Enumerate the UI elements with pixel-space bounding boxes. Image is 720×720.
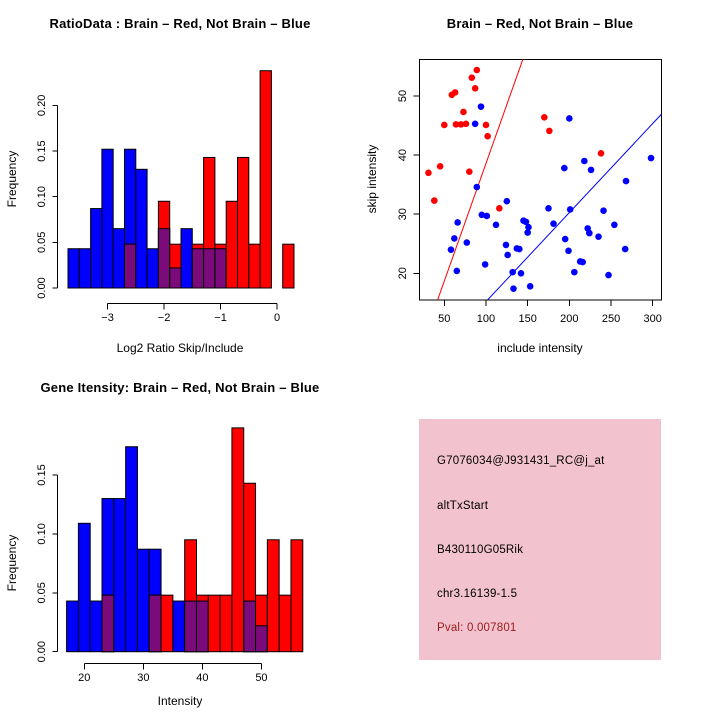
tick-label: 300 [643, 313, 662, 325]
point-blue [482, 261, 489, 268]
locus-text: chr3.16139-1.5 [437, 588, 518, 600]
gene-symbol-text: B430110G05Rik [437, 544, 524, 556]
point-red [469, 74, 476, 81]
tick-label: 30 [397, 208, 409, 221]
bar-overlap [185, 601, 197, 652]
point-red [463, 120, 470, 127]
point-blue [562, 236, 569, 243]
bar-not-brain [147, 249, 158, 288]
panel-gene-histogram [0, 360, 360, 720]
scatter-y-axis-label: skip intensity [365, 144, 379, 214]
point-red [425, 170, 432, 177]
tick-label: 250 [601, 313, 621, 325]
bar-not-brain [136, 169, 147, 288]
bar-overlap [256, 626, 268, 652]
histogram-bars [67, 428, 303, 652]
tick-label: −2 [157, 312, 171, 324]
gene-histogram-title: Gene Itensity: Brain – Red, Not Brain – Blue [40, 380, 320, 395]
data-points [425, 67, 654, 292]
tick-label: 0.15 [36, 464, 48, 486]
panel-info-box [360, 360, 720, 720]
ratio-histogram-x-axis-label: Log2 Ratio Skip/Include [116, 341, 244, 355]
bar-not-brain [173, 601, 185, 652]
gene-histogram-y-axis-label: Frequency [5, 534, 19, 592]
tick-label: 20 [78, 672, 91, 684]
point-red [460, 109, 467, 116]
bar-overlap [149, 595, 161, 652]
ratio-histogram-title: RatioData : Brain – Red, Not Brain – Blue [49, 16, 311, 31]
point-red [541, 114, 548, 121]
scatter-title: Brain – Red, Not Brain – Blue [446, 16, 634, 31]
point-red [546, 128, 553, 135]
tick-label: 0.05 [36, 231, 48, 254]
point-blue [600, 207, 607, 214]
panel-ratio-histogram [0, 0, 360, 360]
tick-label: 0.15 [36, 140, 48, 162]
point-red [483, 122, 490, 129]
point-blue [454, 219, 461, 226]
bar-not-brain [90, 601, 102, 652]
point-blue [611, 222, 618, 229]
bar-not-brain [91, 209, 102, 288]
point-blue [516, 246, 523, 253]
tick-label: 50 [438, 313, 451, 325]
tick-label: 0 [273, 312, 281, 324]
bar-brain [279, 595, 291, 652]
probe-id-text: G7076034@J931431_RC@j_at [437, 455, 605, 467]
point-blue [525, 224, 532, 231]
point-blue [565, 248, 572, 255]
point-blue [493, 222, 500, 229]
bar-overlap [170, 268, 181, 288]
point-blue [484, 213, 491, 220]
point-blue [474, 184, 481, 191]
tick-label: 50 [397, 89, 409, 103]
bar-not-brain [79, 249, 90, 288]
bar-overlap [204, 249, 215, 288]
bar-brain [208, 595, 220, 652]
bar-overlap [244, 601, 256, 652]
point-blue [605, 272, 612, 279]
point-blue [561, 165, 568, 172]
tick-label: 0.10 [36, 523, 48, 545]
tick-label: 0.00 [36, 640, 48, 663]
point-red [431, 197, 438, 204]
splice-type-text: altTxStart [437, 500, 489, 512]
tick-label: 0.20 [36, 94, 48, 117]
bar-overlap [158, 229, 169, 288]
point-blue [509, 269, 516, 276]
bar-overlap [192, 249, 203, 288]
point-blue [464, 239, 471, 246]
bar-overlap [215, 249, 226, 288]
point-blue [504, 252, 511, 259]
tick-label: 20 [397, 267, 409, 280]
point-red [496, 205, 503, 212]
bar-brain [283, 244, 294, 288]
point-blue [545, 205, 552, 212]
point-blue [472, 120, 479, 127]
point-blue [550, 220, 557, 227]
point-blue [622, 246, 629, 253]
panel-scatter [360, 0, 720, 360]
point-blue [503, 242, 510, 249]
bar-brain [161, 595, 173, 652]
gene-histogram-plot [0, 360, 360, 720]
point-blue [595, 233, 602, 240]
point-blue [623, 178, 630, 185]
gene-histogram-x-axis-label: Intensity [157, 694, 203, 708]
tick-label: 0.10 [36, 185, 48, 208]
point-blue [454, 268, 461, 275]
point-blue [478, 103, 485, 110]
point-blue [448, 246, 455, 253]
tick-label: 100 [476, 313, 496, 325]
point-blue [648, 155, 655, 162]
point-blue [510, 285, 517, 292]
point-blue [566, 115, 573, 122]
point-red [452, 89, 459, 96]
ratio-histogram-y-axis-label: Frequency [5, 150, 19, 208]
point-red [472, 85, 479, 92]
tick-label: 30 [137, 672, 150, 684]
ratio-histogram-plot [0, 0, 360, 360]
bar-not-brain [114, 499, 126, 652]
tick-label: 200 [560, 313, 579, 325]
point-blue [567, 206, 574, 213]
point-blue [581, 158, 588, 165]
bar-not-brain [181, 229, 192, 288]
bar-not-brain [126, 447, 138, 652]
bar-brain [249, 244, 260, 288]
bar-brain [238, 157, 249, 288]
bar-overlap [125, 244, 136, 288]
bar-brain [226, 201, 237, 288]
tick-label: 50 [255, 672, 268, 684]
bar-not-brain [137, 549, 149, 651]
point-blue [586, 230, 593, 237]
histogram-bars [68, 71, 294, 288]
tick-label: 40 [196, 672, 209, 684]
bar-brain [260, 71, 271, 288]
bar-not-brain [102, 149, 113, 288]
point-red [598, 150, 605, 157]
tick-label: −1 [214, 312, 227, 324]
pval-text: Pval: 0.007801 [437, 622, 517, 634]
tick-label: −3 [101, 312, 114, 324]
bar-not-brain [113, 229, 124, 288]
point-blue [518, 270, 525, 277]
point-blue [571, 269, 578, 276]
point-red [474, 67, 481, 74]
bar-not-brain [78, 523, 90, 651]
point-blue [527, 283, 534, 290]
point-blue [579, 259, 586, 266]
tick-label: 40 [397, 148, 409, 162]
bar-not-brain [68, 249, 79, 288]
point-blue [451, 235, 458, 242]
bar-brain [232, 428, 244, 652]
point-red [441, 122, 448, 129]
point-red [466, 168, 473, 175]
tick-label: 0.00 [36, 277, 48, 299]
bar-brain [267, 540, 279, 652]
bar-overlap [102, 595, 114, 652]
bar-brain [220, 595, 232, 652]
point-blue [504, 198, 511, 205]
point-blue [588, 167, 595, 174]
scatter-x-axis-label: include intensity [497, 341, 583, 355]
tick-label: 150 [518, 313, 537, 325]
point-red [484, 133, 491, 140]
scatter-plot [360, 0, 720, 360]
bar-brain [291, 540, 303, 652]
tick-label: 0.05 [36, 582, 48, 604]
gene-info-box [419, 419, 661, 660]
point-red [437, 163, 444, 170]
bar-overlap [196, 601, 208, 652]
bar-not-brain [67, 601, 79, 652]
